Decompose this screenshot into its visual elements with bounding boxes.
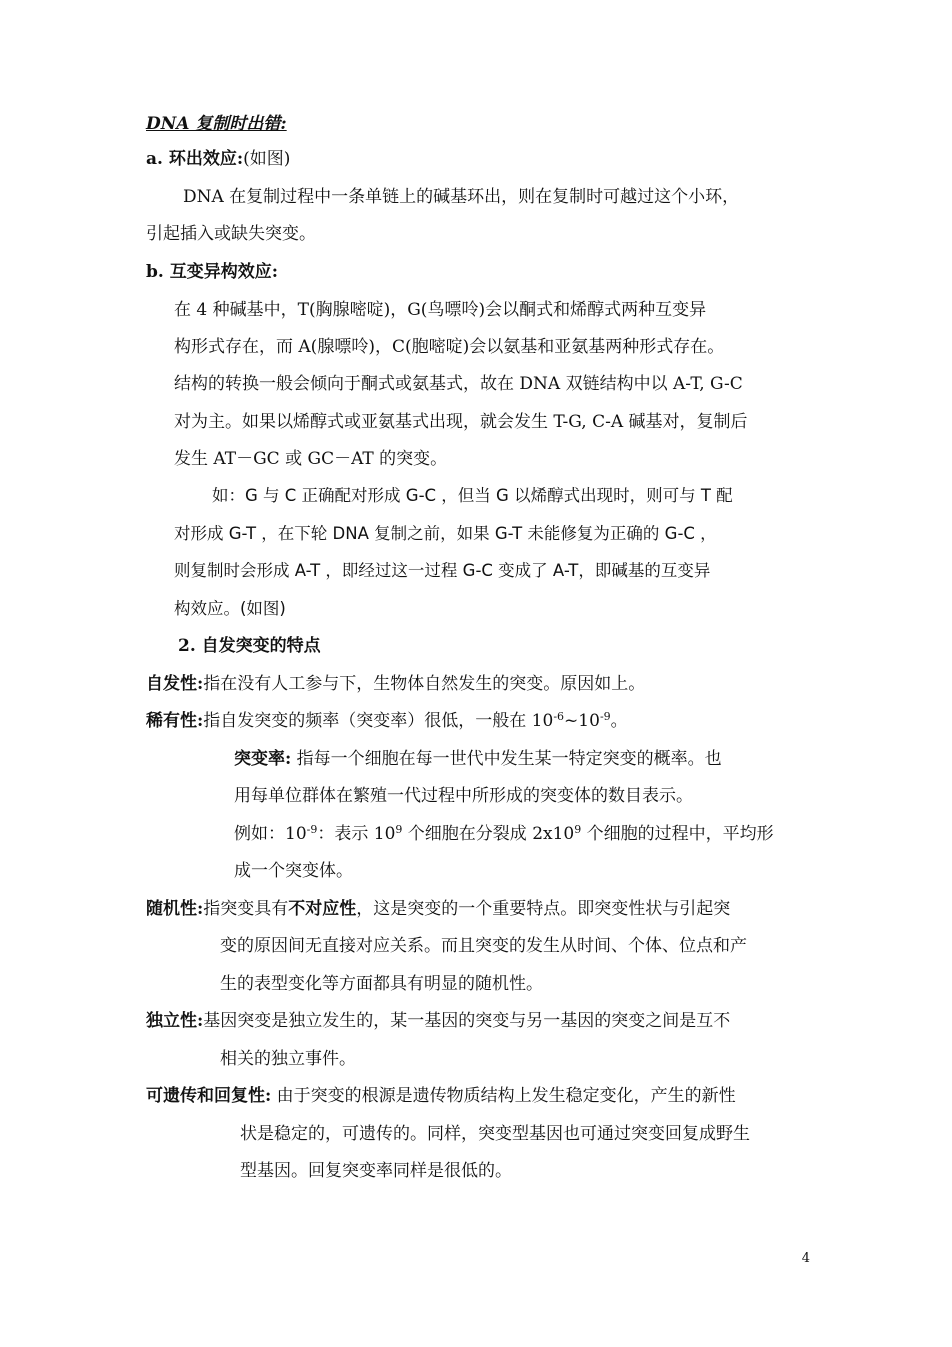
text-line — [220, 1047, 356, 1071]
text-segment: b. 互变异构效应: — [146, 262, 278, 282]
text-line — [146, 672, 645, 696]
text-segment: 9 — [574, 823, 582, 836]
text-segment: 型基因。回复突变率同样是很低的。 — [240, 1161, 512, 1181]
text-segment: 例如：10 — [234, 824, 307, 844]
text-segment: 对为主。如果以烯醇式或亚氨基式出现，就会发生 T-G, C-A 碱基对，复制后 — [174, 412, 748, 432]
text-segment: 指突变具有 — [203, 899, 289, 919]
text-segment: 构形式存在，而 A(腺嘌呤)，C(胞嘧啶)会以氨基和亚氨基两种形式存在。 — [174, 337, 725, 357]
text-line — [234, 784, 693, 808]
text-segment: ：表示 10 — [317, 824, 396, 844]
text-line — [174, 559, 710, 583]
text-segment: 个细胞的过程中，平均形 — [581, 824, 774, 844]
text-line — [146, 1009, 730, 1033]
text-line — [146, 147, 290, 171]
text-segment: -9 — [599, 710, 611, 723]
text-segment: 可遗传和回复性: — [146, 1086, 272, 1106]
text-segment: 引起插入或缺失突变。 — [146, 224, 316, 244]
text-segment: 如：G 与 C 正确配对形成 G-C ，但当 G 以烯醇式出现时，则可与 T 配 — [212, 486, 733, 505]
text-segment: 相关的独立事件。 — [220, 1049, 356, 1069]
text-segment: 状是稳定的，可遗传的。同样，突变型基因也可通过突变回复成野生 — [240, 1124, 750, 1144]
text-line — [174, 597, 286, 621]
text-segment: 。 — [610, 711, 628, 731]
text-segment: 个细胞在分裂成 2x10 — [402, 824, 575, 844]
text-segment: 指在没有人工参与下，生物体自然发生的突变。原因如上。 — [203, 674, 646, 694]
text-line — [220, 972, 543, 996]
text-line — [234, 822, 774, 846]
text-segment: 自发性: — [146, 674, 204, 694]
text-segment: 9 — [395, 823, 403, 836]
text-segment: a. 环出效应: — [146, 149, 244, 169]
text-line — [234, 747, 722, 771]
text-line — [146, 112, 287, 136]
text-segment: DNA 复制时出错: — [146, 114, 287, 134]
page-number: 4 — [801, 1251, 810, 1266]
text-segment: 构效应。(如图) — [174, 599, 286, 618]
text-segment: 独立性: — [146, 1011, 204, 1031]
text-segment: 指自发突变的频率（突变率）很低，一般在 10 — [203, 711, 554, 731]
text-segment: 基因突变是独立发生的，某一基因的突变与另一基因的突变之间是互不 — [203, 1011, 731, 1031]
text-segment: 稀有性: — [146, 711, 204, 731]
text-segment: 突变率: — [234, 749, 292, 769]
text-segment: (如图) — [243, 149, 291, 169]
text-segment: 2. 自发突变的特点 — [178, 636, 321, 656]
text-line — [220, 934, 747, 958]
text-line — [174, 522, 717, 546]
text-segment: -9 — [306, 823, 318, 836]
text-line — [174, 335, 724, 359]
text-line — [146, 709, 628, 733]
text-segment: DNA 在复制过程中一条单链上的碱基环出，则在复制时可越过这个小环， — [183, 187, 740, 207]
text-line — [183, 185, 739, 209]
text-line — [178, 634, 321, 658]
text-line — [240, 1159, 512, 1183]
text-segment: 不对应性 — [288, 899, 357, 919]
text-line — [146, 260, 278, 284]
text-segment: 变的原因间无直接对应关系。而且突变的发生从时间、个体、位点和产 — [220, 936, 747, 956]
text-line — [212, 484, 733, 508]
text-line — [174, 410, 748, 434]
text-segment: 指每一个细胞在每一世代中发生某一特定突变的概率。也 — [291, 749, 722, 769]
text-segment: 成一个突变体。 — [234, 861, 353, 881]
text-segment: ，这是突变的一个重要特点。即突变性状与引起突 — [356, 899, 731, 919]
text-line — [240, 1122, 750, 1146]
text-segment: 则复制时会形成 A-T ，即经过这一过程 G-C 变成了 A-T，即碱基的互变异 — [174, 561, 711, 580]
text-segment: 在 4 种碱基中，T(胸腺嘧啶)，G(鸟嘌呤)会以酮式和烯醇式两种互变异 — [174, 300, 707, 320]
text-line — [146, 222, 316, 246]
text-segment: 结构的转换一般会倾向于酮式或氨基式，故在 DNA 双链结构中以 A-T, G-C — [174, 374, 743, 394]
text-segment: 生的表型变化等方面都具有明显的随机性。 — [220, 974, 543, 994]
text-line — [174, 298, 706, 322]
text-segment: -6 — [553, 710, 565, 723]
text-segment: 对形成 G-T ，在下轮 DNA 复制之前，如果 G-T 未能修复为正确的 G-C ， — [174, 524, 717, 543]
text-line — [174, 447, 447, 471]
text-segment: 发生 AT－GC 或 GC－AT 的突变。 — [174, 449, 448, 469]
text-segment: 由于突变的根源是遗传物质结构上发生稳定变化，产生的新性 — [271, 1086, 736, 1106]
text-line — [234, 859, 353, 883]
text-segment: 用每单位群体在繁殖一代过程中所形成的突变体的数目表示。 — [234, 786, 693, 806]
text-segment: ~10 — [564, 711, 600, 731]
text-segment: 随机性: — [146, 899, 204, 919]
text-line — [146, 1084, 736, 1108]
text-line — [146, 897, 730, 921]
text-line — [174, 372, 743, 396]
